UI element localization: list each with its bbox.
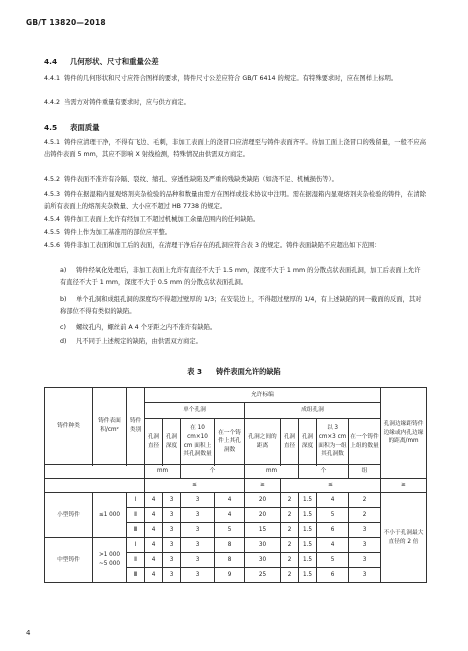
list-text: 铸件经氧化处理后，非加工表面上允许有直径不大于 1.5 mm，深度不大于 1 mm 的分散点状表面孔洞，加工后表面上允许有直径不大于 1 mm，深度不大于 0.5 mm 的分散点状表面孔洞。 bbox=[60, 267, 421, 287]
cell: 4 bbox=[215, 493, 245, 508]
cell: 8 bbox=[215, 538, 245, 553]
cell: 2 bbox=[281, 508, 299, 523]
limit-le: ≤ bbox=[281, 479, 381, 493]
cell: 3 bbox=[181, 553, 215, 568]
cell: 4 bbox=[145, 523, 163, 538]
clause-text: 铸件的几何形状和尺寸应符合图样的要求，铸件尺寸公差应符合 GB/T 6414 的规定。有特殊要求时，应在图样上标明。 bbox=[64, 75, 398, 82]
cell: 2 bbox=[349, 493, 381, 508]
list-item-d bbox=[60, 336, 425, 348]
edge-distance-note: 不小于孔洞最大直径的 2 倍 bbox=[381, 493, 427, 583]
unit-mm: mm bbox=[145, 465, 181, 479]
cell: 3 bbox=[181, 538, 215, 553]
header-single-holes: 单个孔洞 bbox=[145, 403, 245, 419]
paragraph-4-4-1 bbox=[44, 73, 426, 85]
cell: 3 bbox=[163, 523, 181, 538]
cell: 2 bbox=[281, 553, 299, 568]
paragraph-4-5-6 bbox=[44, 240, 426, 252]
unit-group: 组 bbox=[349, 465, 381, 479]
clause-text: 铸件非加工表面和加工后的表面，在清理干净后存在的孔洞应符合表 3 的规定。铸件表面缺陷不应超出如下范围： bbox=[64, 242, 381, 249]
unit-mm: mm bbox=[245, 465, 299, 479]
cell: 8 bbox=[215, 553, 245, 568]
cell: 6 bbox=[317, 568, 349, 583]
cell: 2 bbox=[281, 523, 299, 538]
cell: 1.5 bbox=[299, 568, 317, 583]
limit-ge: ≥ bbox=[381, 479, 427, 493]
cell: Ⅰ bbox=[127, 538, 145, 553]
cell: 3 bbox=[181, 508, 215, 523]
col-header-group-depth: 孔洞深度 bbox=[299, 419, 317, 465]
section-title: 表面质量 bbox=[70, 123, 100, 132]
cell: 5 bbox=[215, 523, 245, 538]
cell: 5 bbox=[317, 508, 349, 523]
cell: 1.5 bbox=[299, 523, 317, 538]
col-header-holes-per-casting: 在一个铸件上其孔洞数 bbox=[215, 419, 245, 465]
section-4-4-heading bbox=[44, 56, 159, 67]
cell: 4 bbox=[145, 553, 163, 568]
cell: 3 bbox=[163, 568, 181, 583]
paragraph-4-5-3 bbox=[44, 189, 426, 213]
cell: Ⅱ bbox=[127, 508, 145, 523]
cell: 2 bbox=[281, 538, 299, 553]
cell: 3 bbox=[163, 553, 181, 568]
cell: 1.5 bbox=[299, 493, 317, 508]
paragraph-4-4-2 bbox=[44, 97, 426, 109]
clause-number: 4.4.1 bbox=[44, 75, 61, 82]
cell: 2 bbox=[281, 493, 299, 508]
col-header-holes-per-area: 在 10 cm×10 cm 面积上其孔洞数量 bbox=[181, 419, 215, 465]
table-row bbox=[45, 493, 427, 508]
clause-number: 4.5.1 bbox=[44, 139, 61, 146]
cell: 15 bbox=[245, 523, 281, 538]
clause-text: 铸件加工表面上允许有经加工不超过机械加工余量范围内的任何缺陷。 bbox=[64, 216, 260, 223]
cell: 2 bbox=[349, 508, 381, 523]
cell: 6 bbox=[317, 523, 349, 538]
casting-type-small: 小型铸件 bbox=[45, 493, 93, 538]
cell: 3 bbox=[349, 523, 381, 538]
cell: 2 bbox=[281, 568, 299, 583]
clause-text: 当需方对铸件重量有要求时，应与供方商定。 bbox=[64, 99, 190, 106]
col-header-hole-diameter: 孔洞直径 bbox=[145, 419, 163, 465]
cell: 3 bbox=[163, 493, 181, 508]
cell: 3 bbox=[349, 553, 381, 568]
unit-count: 个 bbox=[299, 465, 349, 479]
cell: Ⅲ bbox=[127, 523, 145, 538]
surface-area-small: ≤1 000 bbox=[93, 493, 127, 538]
cell: 3 bbox=[163, 538, 181, 553]
cell: 1.5 bbox=[299, 538, 317, 553]
cell: 1.5 bbox=[299, 553, 317, 568]
col-header-surface-area: 铸件表面积/cm² bbox=[93, 388, 127, 465]
cell: 4 bbox=[145, 568, 163, 583]
cell: 3 bbox=[181, 523, 215, 538]
cell: 3 bbox=[349, 568, 381, 583]
cell: 4 bbox=[145, 508, 163, 523]
section-4-5-heading bbox=[44, 122, 100, 133]
list-marker: a) bbox=[60, 267, 67, 274]
list-text: 凡不同于上述规定的缺陷，由供需双方商定。 bbox=[76, 338, 202, 345]
limit-le: ≤ bbox=[145, 479, 245, 493]
clause-number: 4.5.6 bbox=[44, 242, 61, 249]
clause-number: 4.5.5 bbox=[44, 229, 61, 236]
list-item-a bbox=[60, 265, 425, 289]
cell: 30 bbox=[245, 553, 281, 568]
col-header-edge-distance: 孔洞边缘距铸件边缘或内孔边缘的距离/mm bbox=[381, 388, 427, 479]
cell: 4 bbox=[145, 493, 163, 508]
col-header-hole-spacing: 孔洞之间的距离 bbox=[245, 419, 281, 465]
col-header-group-diameter: 孔洞直径 bbox=[281, 419, 299, 465]
paragraph-4-5-1 bbox=[44, 137, 426, 161]
cell: 4 bbox=[317, 538, 349, 553]
section-number: 4.5 bbox=[44, 123, 58, 132]
list-text: 螺纹孔内，螺丝前 A 4 个牙距之内不准许有缺陷。 bbox=[76, 324, 217, 331]
cell: 5 bbox=[317, 553, 349, 568]
paragraph-4-5-5 bbox=[44, 227, 426, 239]
col-header-holes-per-group: 以 3 cm×3 cm 面积为一组其孔洞数 bbox=[317, 419, 349, 465]
clause-text: 铸件在据湿箱内显观熔剂夹杂检验的品种和数量由需方在图样或技术协议中注明。需在据湿箱内显观熔剂夹杂检验的铸件，在清除前所有表面上的熔剂夹杂数量、大小应不超过 HB 7738 的规定。 bbox=[44, 191, 426, 211]
cell: 3 bbox=[181, 493, 215, 508]
cell: 3 bbox=[163, 508, 181, 523]
cell: 9 bbox=[215, 568, 245, 583]
cell: 4 bbox=[145, 538, 163, 553]
list-marker: b) bbox=[60, 296, 67, 303]
cell: 20 bbox=[245, 493, 281, 508]
table-caption bbox=[0, 367, 468, 377]
cell: 30 bbox=[245, 538, 281, 553]
table-title: 铸件表面允许的缺陷 bbox=[216, 367, 281, 376]
cell: 25 bbox=[245, 568, 281, 583]
clause-number: 4.5.4 bbox=[44, 216, 61, 223]
header-allowed: 允许标编 bbox=[145, 388, 381, 403]
col-header-casting-type: 铸件种类 bbox=[45, 388, 93, 465]
col-header-class: 铸件类别 bbox=[127, 388, 145, 465]
clause-number: 4.5.3 bbox=[44, 191, 61, 198]
section-number: 4.4 bbox=[44, 57, 58, 66]
clause-text: 铸件上作为加工基准用的部位应平整。 bbox=[64, 229, 172, 236]
unit-count: 个 bbox=[181, 465, 245, 479]
limit-ge: ≥ bbox=[245, 479, 281, 493]
list-text: 单个孔洞和成组孔洞的深度均不得超过壁厚的 1/3；在安装边上，不得超过壁厚的 1/4，有上述缺陷的同一截面的反面，其对称部位不得有类似的缺陷。 bbox=[60, 296, 422, 316]
casting-type-medium: 中型铸件 bbox=[45, 538, 93, 583]
list-marker: d) bbox=[60, 338, 67, 345]
standard-header: GB/T 13820—2018 bbox=[26, 18, 106, 27]
list-marker: c) bbox=[60, 324, 66, 331]
list-item-b bbox=[60, 294, 425, 318]
cell: Ⅲ bbox=[127, 568, 145, 583]
cell: Ⅰ bbox=[127, 493, 145, 508]
cell: 3 bbox=[181, 568, 215, 583]
table-row bbox=[45, 538, 427, 553]
clause-text: 铸件应清理干净，不得有飞边、毛刺，非加工表面上的浇冒口应清理至与铸件表面齐平。待加工面上浇冒口的残留量，一般不应高出铸件表面 5 mm，其应不影响 X 射线检测，特殊情况由供需双方商定。 bbox=[44, 139, 426, 159]
clause-number: 4.5.2 bbox=[44, 176, 61, 183]
cell: 1.5 bbox=[299, 508, 317, 523]
cell: 4 bbox=[317, 493, 349, 508]
col-header-groups-per-casting: 在一个铸件上组的数量 bbox=[349, 419, 381, 465]
cell: 3 bbox=[349, 538, 381, 553]
surface-area-medium: >1 000 ~5 000 bbox=[93, 538, 127, 583]
cell: 4 bbox=[215, 508, 245, 523]
clause-number: 4.4.2 bbox=[44, 99, 61, 106]
paragraph-4-5-2 bbox=[44, 174, 426, 186]
cell: 20 bbox=[245, 508, 281, 523]
header-group-holes: 成组孔洞 bbox=[245, 403, 381, 419]
cell: Ⅱ bbox=[127, 553, 145, 568]
clause-text: 铸件表面不准许有冷隔、裂纹、缩孔、穿透性缺陷及严重的残缺类缺陷（如浇不足、机械损伤等）。 bbox=[64, 176, 338, 183]
paragraph-4-5-4 bbox=[44, 214, 426, 226]
col-header-hole-depth: 孔洞深度 bbox=[163, 419, 181, 465]
list-item-c bbox=[60, 322, 425, 334]
page-number: 4 bbox=[26, 629, 31, 637]
section-title: 几何形状、尺寸和重量公差 bbox=[70, 57, 159, 66]
defects-table bbox=[44, 387, 427, 583]
table-number: 表 3 bbox=[187, 367, 202, 376]
